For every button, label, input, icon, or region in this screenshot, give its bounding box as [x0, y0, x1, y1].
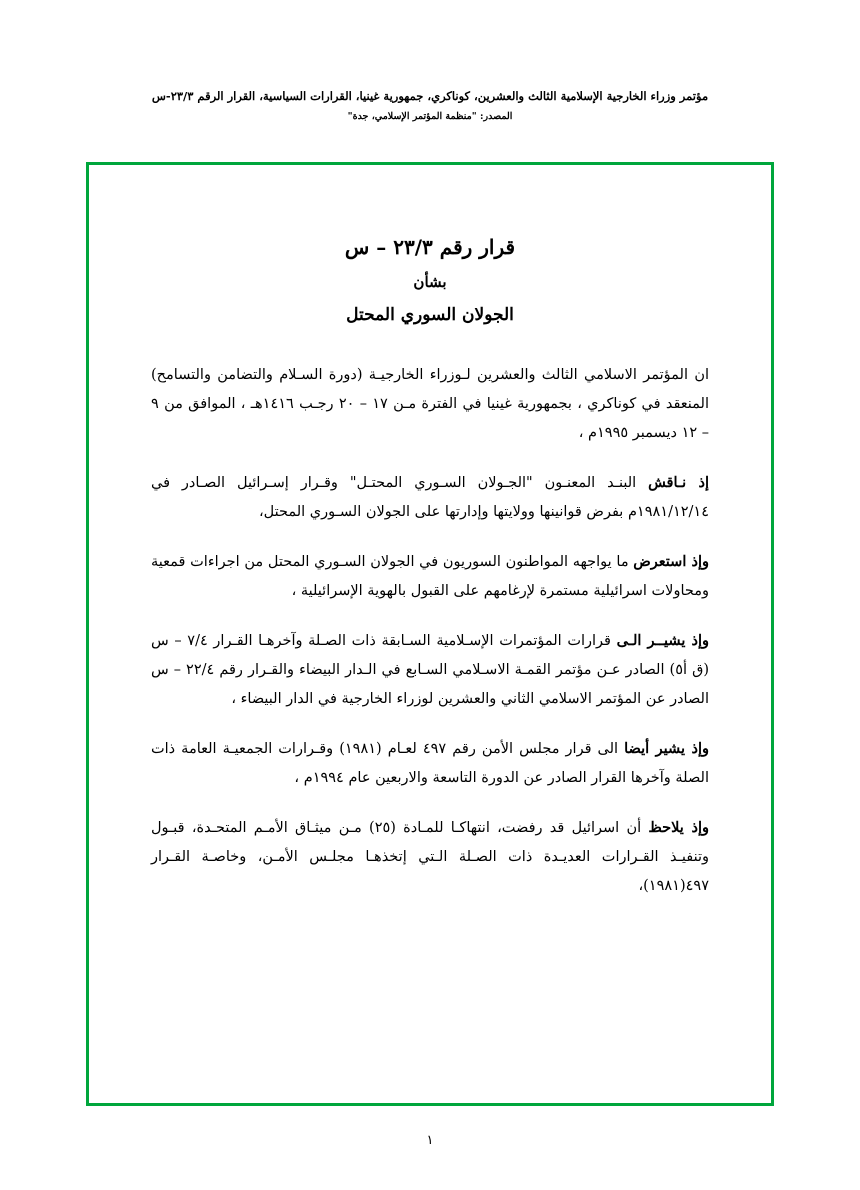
paragraph-text: ان المؤتمر الاسلامي الثالث والعشرين لـوزراء الخارجيـة (دورة السـلام والتضامن والتسامح) المنعقد في كوناكري ، بجمهورية غينيا في الفترة مـن ١٧ – ٢٠ رجـب ١٤١٦هـ ، الموافق من ٩ – ١٢ ديسمبر ١٩٩٥م ، [151, 367, 709, 441]
paragraph-text: الى قرار مجلس الأمن رقم ٤٩٧ لعـام (١٩٨١) وقـرارات الجمعيـة العامة ذات الصلة وآخرها القرار الصادر عن الدورة التاسعة والاربعين عام ١٩٩٤م ، [151, 741, 709, 786]
page-number: ١ [426, 1133, 434, 1148]
green-bordered-content-frame [86, 162, 774, 1106]
header-source-line: المصدر: "منظمة المؤتمر الإسلامي، جدة" [347, 111, 513, 123]
document-header [0, 88, 860, 122]
paragraph-noting [151, 813, 709, 901]
paragraph-having-discussed [151, 468, 709, 527]
paragraph-lead: وإذ يشير أيضا [624, 740, 710, 757]
paragraph-referring-also [151, 734, 709, 793]
paragraph-preamble [151, 361, 709, 448]
paragraph-text: البنـد المعنـون "الجـولان السـوري المحتـل" وقـرار إسـرائيل الصـادر في ١٩٨١/١٢/١٤م بفرض قوانينها وولايتها وإدارتها على الجولان السـوري المحتل، [151, 475, 709, 520]
paragraph-lead: وإذ يلاحظ [648, 819, 710, 836]
paragraph-lead: وإذ يشيــر الـى [616, 632, 709, 649]
frame-inner [89, 165, 771, 901]
paragraph-lead: إذ نـاقش [648, 474, 710, 491]
paragraph-text: قرارات المؤتمرات الإسـلامية السـابقة ذات الصـلة وآخرهـا القـرار ٧/٤ – س (ق أ٥) الصادر عـن مؤتمر القمـة الاسـلامي السـابع في الـدار البيضاء والقـرار رقم ٢٢/٤ – س الصادر عن المؤتمر الاسلامي الثاني والعشرين لوزراء الخارجية في الدار البيضاء ، [151, 633, 709, 707]
resolution-title-block [151, 235, 709, 325]
header-conference-line: مؤتمر وزراء الخارجية الإسلامية الثالث والعشرين، كوناكري، جمهورية غينيا، القرارات السياسية، القرار الرقم ٢٣/٣-س [151, 89, 709, 103]
paragraph-having-reviewed [151, 547, 709, 606]
paragraph-lead: وإذ استعرض [633, 553, 709, 570]
paragraph-referring-to [151, 626, 709, 714]
resolution-number-title: قرار رقم ٢٣/٣ – س [344, 235, 516, 259]
paragraph-text: أن اسرائيل قد رفضت، انتهاكـا للمـادة (٢٥) مـن ميثـاق الأمـم المتحـدة، قبـول وتنفيـذ القـرارات العديـدة ذات الصـلة الـتي إتخذهـا مجلـس الأمـن، وخاصـة القـرار ٤٩٧(١٩٨١)، [151, 820, 709, 894]
paragraph-text: ما يواجهه المواطنون السوريون في الجولان السـوري المحتل من اجراءات قمعية ومحاولات اسرائيلية مستمرة لإرغامهم على القبول بالهوية الإسرائيلية ، [151, 554, 709, 599]
resolution-body [151, 361, 709, 901]
resolution-subject-label: بشأن [413, 273, 447, 291]
resolution-topic-title: الجولان السوري المحتل [346, 305, 514, 325]
